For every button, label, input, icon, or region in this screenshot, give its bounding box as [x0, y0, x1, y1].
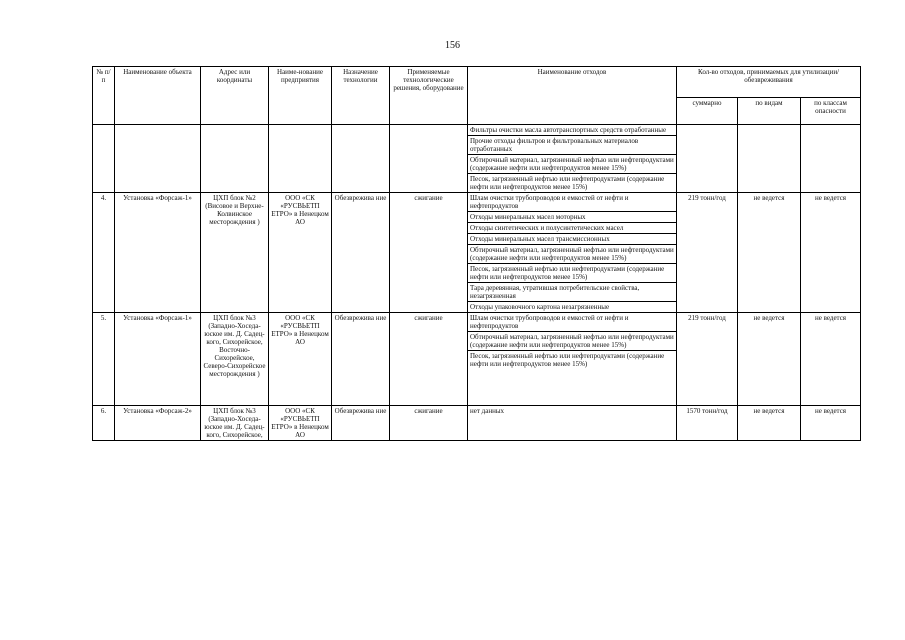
cell-object: Установка «Форсаж-2»: [115, 406, 201, 441]
page-number: 156: [445, 40, 460, 51]
waste-item: Шлам очистки трубопроводов и емкостей от нефти и нефтепродуктов: [468, 313, 677, 332]
cell-by-class: не ведется: [801, 313, 861, 406]
cell-by-type: не ведется: [738, 313, 801, 406]
cell-tech: сжигание: [390, 406, 468, 441]
table-row-5: [93, 313, 861, 332]
cell-address: ЦХП блок №2 (Висовое и Верхне-Колвинское месторождения ): [201, 193, 269, 313]
waste-facilities-table: [92, 66, 861, 441]
cell-by-class: не ведется: [801, 406, 861, 441]
waste-item: Обтирочный материал, загрязненный нефтью или нефтепродуктами (содержание нефти или нефтепродуктов менее 15%): [468, 332, 677, 351]
waste-item: Обтирочный материал, загрязненный нефтью или нефтепродуктами (содержание нефти или нефтепродуктов менее 15%): [468, 155, 677, 174]
cell-total: 219 тонн/год: [677, 313, 738, 406]
waste-item: Тара деревянная, утратившая потребительские свойства, незагрязненная: [468, 283, 677, 302]
col-header-waste: Наименование отходов: [468, 67, 677, 125]
cell-total: 219 тонн/год: [677, 193, 738, 313]
cell-enterprise: ООО «СК «РУСВЬЕТП ЕТРО» в Ненецком АО: [269, 193, 332, 313]
cell-enterprise: ООО «СК «РУСВЬЕТП ЕТРО» в Ненецком АО: [269, 406, 332, 441]
col-header-by-type: по видам: [738, 98, 801, 125]
waste-item: Песок, загрязненный нефтью или нефтепродуктами (содержание нефти или нефтепродуктов менее 15%): [468, 351, 677, 406]
cell-by-type: не ведется: [738, 193, 801, 313]
cell-purpose: Обезврежива ние: [332, 313, 390, 406]
cell-num: 4.: [93, 193, 115, 313]
col-header-object: Наименование объекта: [115, 67, 201, 125]
waste-item: Песок, загрязненный нефтью или нефтепродуктами (содержание нефти или нефтепродуктов менее 15%): [468, 174, 677, 193]
col-header-tech: Применяемые технологические решения, оборудование: [390, 67, 468, 125]
header-row: [93, 67, 861, 98]
waste-item: Фильтры очистки масла автотранспортных средств отработанные: [468, 125, 677, 136]
cell-object: Установка «Форсаж-1»: [115, 193, 201, 313]
waste-item: нет данных: [468, 406, 677, 441]
cell-purpose: Обезврежива ние: [332, 406, 390, 441]
cell-address: ЦХП блок №3 (Западно-Хоседа-юское им. Д. Садец-кого, Сихорейское,: [201, 406, 269, 441]
cell-purpose: Обезврежива ние: [332, 193, 390, 313]
col-header-num: № п/п: [93, 67, 115, 125]
cell-by-type: не ведется: [738, 406, 801, 441]
cell-address: ЦХП блок №3 (Западно-Хоседа-юское им. Д. Садец-кого, Сихорейское, Восточно-Сихорейское, Северо-Сихорейское месторождения ): [201, 313, 269, 406]
cell-tech: сжигание: [390, 313, 468, 406]
cell-by-class: не ведется: [801, 193, 861, 313]
col-header-address: Адрес или координаты: [201, 67, 269, 125]
waste-item: Песок, загрязненный нефтью или нефтепродуктами (содержание нефти или нефтепродуктов менее 15%): [468, 264, 677, 283]
waste-item: Отходы синтетических и полусинтетических масел: [468, 223, 677, 234]
waste-item: Отходы упаковочного картона незагрязненные: [468, 302, 677, 313]
cell-num: 6.: [93, 406, 115, 441]
table-row-continued-1: [93, 125, 861, 136]
waste-item: Отходы минеральных масел моторных: [468, 212, 677, 223]
waste-item: Обтирочный материал, загрязненный нефтью или нефтепродуктами (содержание нефти или нефтепродуктов менее 15%): [468, 245, 677, 264]
cell-total: 1570 тонн/год: [677, 406, 738, 441]
table-row-4: [93, 193, 861, 212]
waste-item: Шлам очистки трубопроводов и емкостей от нефти и нефтепродуктов: [468, 193, 677, 212]
col-header-quantity: Кол-во отходов, принимаемых для утилизации/обезвреживания: [677, 67, 861, 98]
waste-item: Отходы минеральных масел трансмиссионных: [468, 234, 677, 245]
cell-tech: сжигание: [390, 193, 468, 313]
cell-object: Установка «Форсаж-1»: [115, 313, 201, 406]
col-header-by-class: по классам опасности: [801, 98, 861, 125]
col-header-total: суммарно: [677, 98, 738, 125]
cell-num: 5.: [93, 313, 115, 406]
cell-enterprise: ООО «СК «РУСВЬЕТП ЕТРО» в Ненецком АО: [269, 313, 332, 406]
col-header-enterprise: Наиме-нование предприятия: [269, 67, 332, 125]
waste-item: Прочие отходы фильтров и фильтровальных материалов отработанных: [468, 136, 677, 155]
table-row-6: [93, 406, 861, 441]
col-header-purpose: Назначение технологии: [332, 67, 390, 125]
